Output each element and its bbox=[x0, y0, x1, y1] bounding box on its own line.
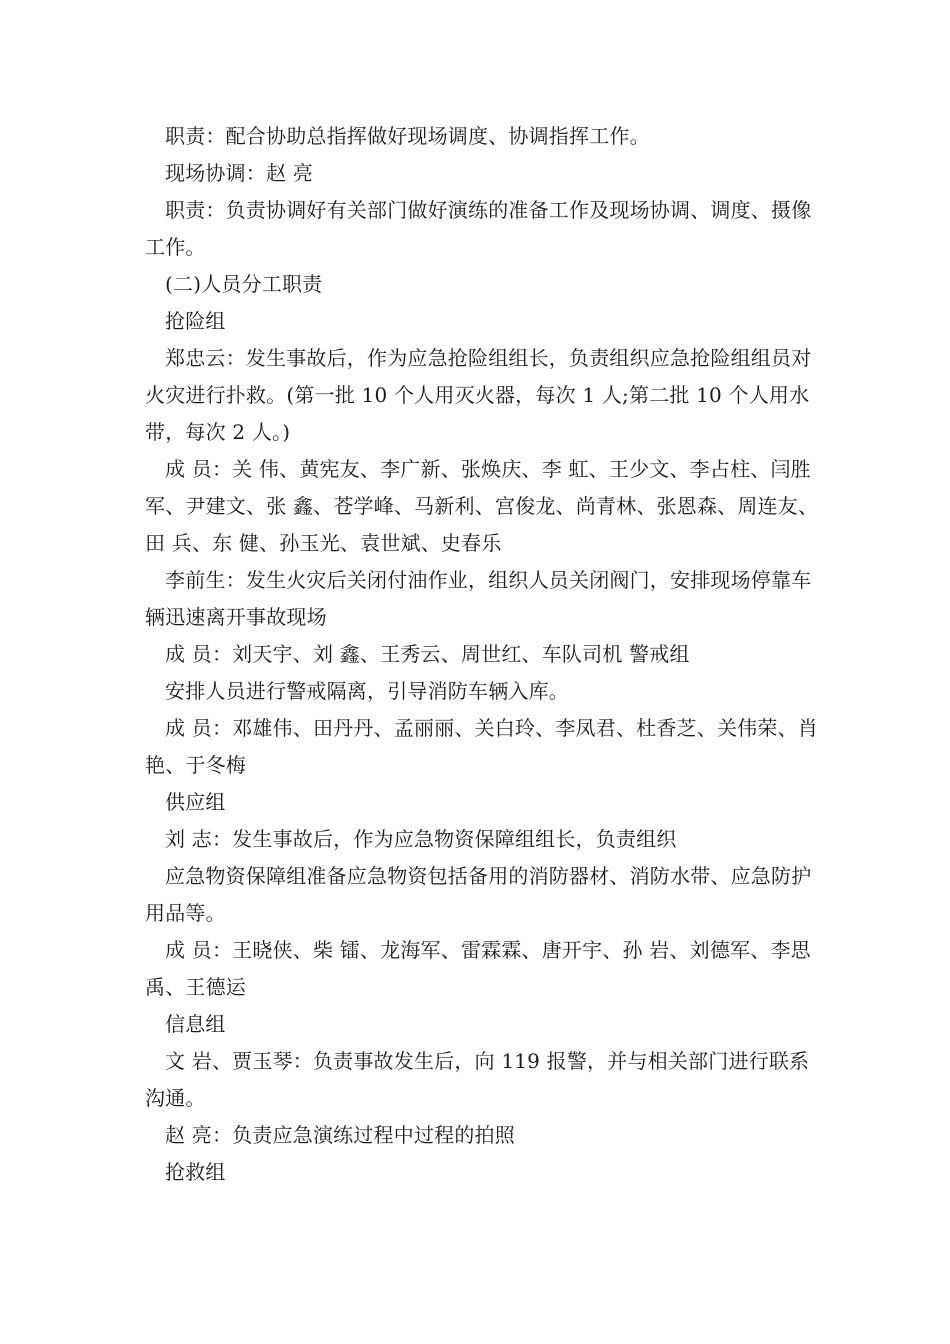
group-heading-rescue: 抢险组 bbox=[165, 309, 226, 333]
group-heading-information: 信息组 bbox=[165, 1012, 226, 1036]
document-body bbox=[145, 118, 825, 1191]
paragraph-supply-materials: 应急物资保障组准备应急物资包括备用的消防器材、消防水带、应急防护用品等。 bbox=[145, 864, 812, 925]
paragraph-valve-members: 成 员：刘天宇、刘 鑫、王秀云、周世红、车队司机 警戒组 bbox=[165, 642, 690, 666]
paragraph-rescue-leader: 郑忠云：发生事故后，作为应急抢险组组长，负责组织应急抢险组组员对火灾进行扑救。(第一批 10 个人用灭火器，每次 1 人;第二批 10 个人用水带，每次 2 人。) bbox=[145, 346, 812, 444]
paragraph-information-duty: 文 岩、贾玉琴：负责事故发生后，向 119 报警，并与相关部门进行联系沟通。 bbox=[145, 1049, 810, 1110]
group-heading-supply: 供应组 bbox=[165, 790, 226, 814]
paragraph-supply-members: 成 员：王晓侠、柴 镭、龙海军、雷霖霖、唐开宇、孙 岩、刘德军、李思禹、王德运 bbox=[145, 938, 811, 999]
paragraph-photography-duty: 赵 亮：负责应急演练过程中过程的拍照 bbox=[165, 1123, 515, 1147]
paragraph-coordinator-duty: 职责：负责协调好有关部门做好演练的准备工作及现场协调、调度、摄像工作。 bbox=[145, 198, 812, 259]
paragraph-valve-closure: 李前生：发生火灾后关闭付油作业，组织人员关闭阀门，安排现场停靠车辆迅速离开事故现场 bbox=[145, 568, 812, 629]
paragraph-supply-leader: 刘 志：发生事故后，作为应急物资保障组组长，负责组织 bbox=[165, 827, 677, 851]
group-heading-first-aid: 抢救组 bbox=[165, 1160, 226, 1184]
paragraph-cordon-duty: 安排人员进行警戒隔离，引导消防车辆入库。 bbox=[165, 679, 569, 703]
paragraph-duty-coordination: 职责：配合协助总指挥做好现场调度、协调指挥工作。 bbox=[165, 124, 650, 148]
paragraph-onsite-coordinator: 现场协调：赵 亮 bbox=[165, 161, 313, 185]
section-heading-staff-duties: (二)人员分工职责 bbox=[165, 272, 323, 296]
paragraph-rescue-members: 成 员：关 伟、黄宪友、李广新、张焕庆、李 虹、王少文、李占柱、闫胜军、尹建文、张 鑫、苍学峰、马新利、宫俊龙、尚青林、张恩森、周连友、田 兵、东 健、孙玉光、袁世斌、史春乐 bbox=[145, 457, 819, 555]
paragraph-cordon-members: 成 员：邓雄伟、田丹丹、孟丽丽、关白玲、李凤君、杜香芝、关伟荣、肖 艳、于冬梅 bbox=[145, 716, 818, 777]
